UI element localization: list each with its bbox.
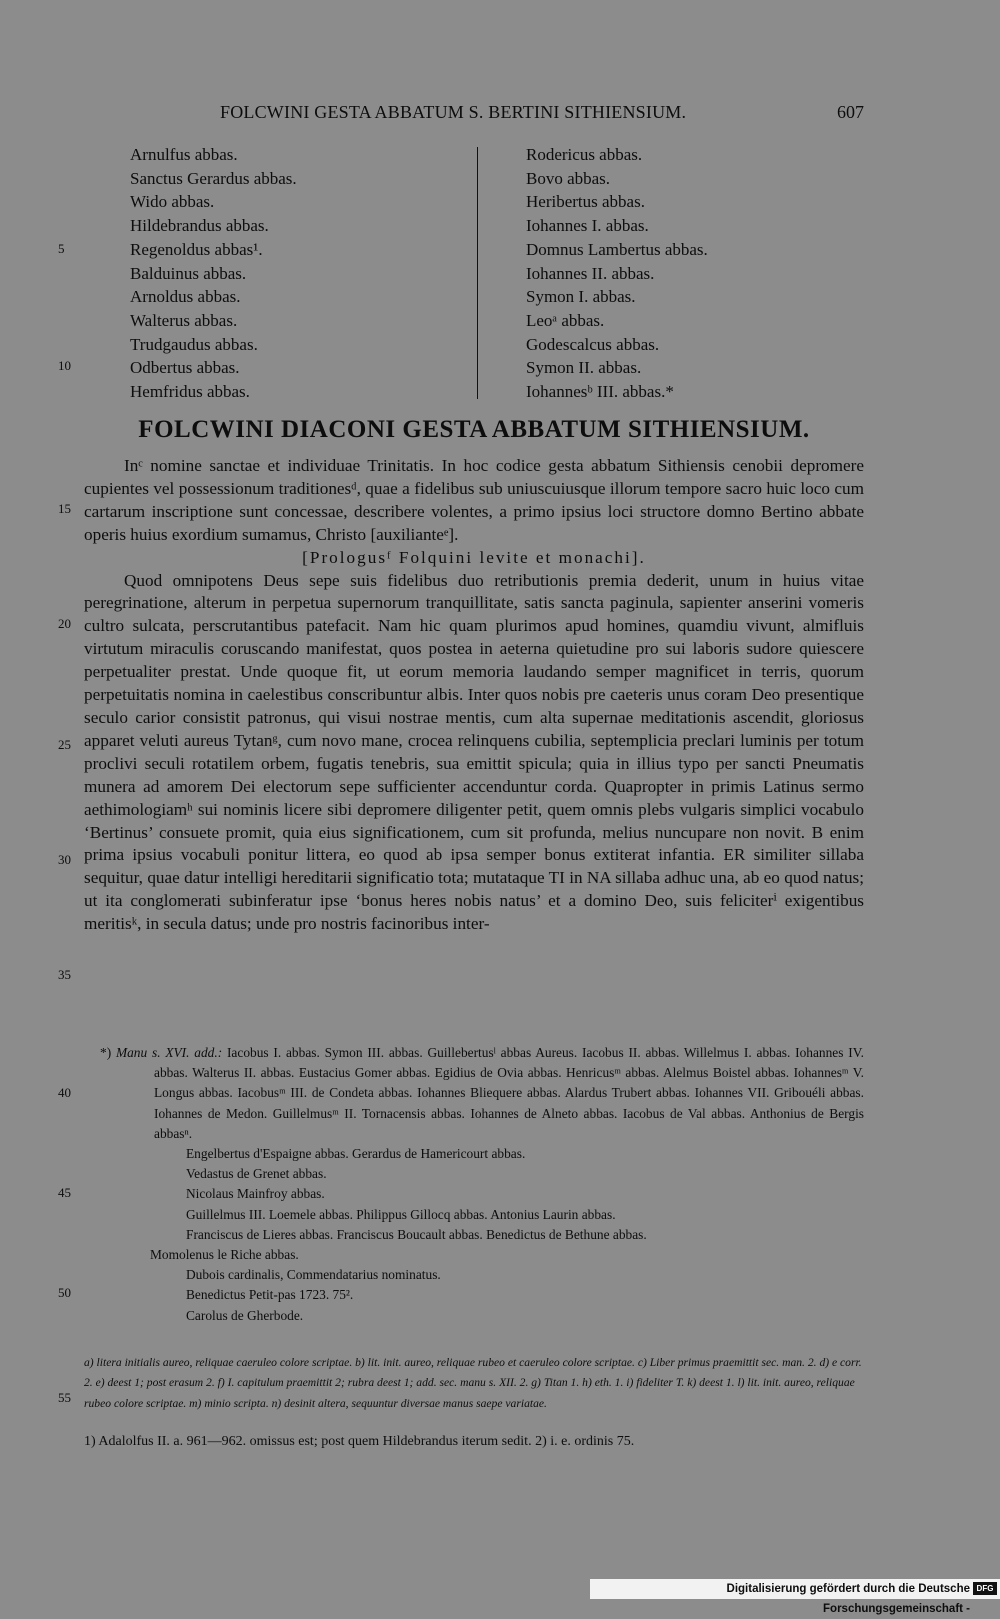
list-item: Sanctus Gerardus abbas.: [130, 168, 297, 188]
list-item: Trudgaudus abbas.: [130, 334, 258, 354]
footnote-line: Engelbertus d'Espaigne abbas. Gerardus de Hamericourt abbas.: [186, 1146, 526, 1162]
dfg-logo-icon: DFG: [973, 1582, 997, 1595]
list-item: Iohannes II. abbas.: [526, 263, 655, 283]
prologue-heading: [Prologusᶠ Folquini levite et monachi].: [302, 547, 646, 567]
footnote-text: Iacobus I. abbas. Symon III. abbas. Guillebertusˡ abbas Aureus. Iacobus II. abbas. Willelmus I. abbas. Iohannes IV. abbas. Walterus II. abbas. Eustacius Gomer abbas. Egidius de Ovia abbas. Henricusᵐ abbas. Alelmus Boistel abbas. Iohannesᵐ V. Longus abbas. Iacobusᵐ III. de Condeta abbas. Iohannes Bliequere abbas. Alardus Trubert abbas. Iohannes VII. Gribouéli abbas. Iohannes de Medon. Guillelmusᵐ II. Tornacensis abbas. Iohannes de Alneto abbas. Iacobus de Val abbas. Anthonius de Bergis abbasⁿ.: [154, 1045, 864, 1141]
footnote-marker: *): [100, 1045, 112, 1060]
list-item: Symon I. abbas.: [526, 287, 636, 307]
star-footnote: [84, 1043, 864, 1326]
list-item: Hildebrandus abbas.: [130, 216, 269, 236]
list-item: Rodericus abbas.: [526, 145, 643, 164]
critical-apparatus: a) litera initialis aureo, reliquae caeruleo colore scriptae. b) lit. init. aureo, reliquae rubeo et caeruleo colore scriptae. c) Liber primus praemittit sec. man. 2. d) e corr. 2. e) deest 1; post erasum 2. f) I. capitulum praemittit 2; rubra deest 1; add. sec. manu s. XII. 2. g) Titan 1. h) eth. 1. i) fideliter T. k) deest 1. l) lit. init. aureo, reliquae rubeo colore scriptae. m) minio scripta. n) desinit altera, sequuntur diversae manus saepe variatae.: [84, 1356, 862, 1410]
list-item: Odbertus abbas.: [130, 358, 240, 378]
list-item: Walterus abbas.: [130, 310, 238, 330]
main-text: [84, 455, 864, 936]
footnote-line: Benedictus Petit-pas 1723. 75².: [186, 1287, 354, 1303]
page-header: [84, 102, 864, 128]
list-item: Hemfridus abbas.: [130, 382, 250, 402]
section-title: FOLCWINI DIACONI GESTA ABBATUM SITHIENSIUM.: [138, 416, 810, 443]
list-item: Regenoldus abbas¹.: [130, 239, 263, 259]
footnote-line: Dubois cardinalis, Commendatarius nominatus.: [186, 1267, 441, 1283]
list-item: Arnoldus abbas.: [130, 287, 241, 307]
list-item: Balduinus abbas.: [130, 263, 247, 283]
abbot-list: [84, 143, 864, 405]
credit-text: Digitalisierung gefördert durch die Deutsche Forschungsgemeinschaft -: [726, 1583, 970, 1615]
abbot-list-left: [130, 143, 470, 404]
list-item: Heribertus abbas.: [526, 192, 645, 212]
footnote-line: Franciscus de Lieres abbas. Franciscus Boucault abbas. Benedictus de Bethune abbas.: [186, 1226, 647, 1242]
footnote-intro: Manu s. XVI. add.:: [115, 1045, 223, 1060]
line-number: 25: [58, 737, 71, 752]
line-number: 55: [58, 1390, 71, 1405]
line-number: 15: [58, 501, 71, 516]
line-number: 50: [58, 1285, 71, 1300]
column-divider: [477, 147, 478, 399]
page-number: 607: [837, 102, 864, 122]
list-item: Leoᵃ abbas.: [526, 310, 605, 330]
line-number: 35: [58, 967, 71, 982]
footnote-paragraph: [84, 1043, 864, 1144]
footnote-line: Nicolaus Mainfroy abbas.: [186, 1186, 325, 1202]
footnote-line: Guillelmus III. Loemele abbas. Philippus Gillocq abbas. Antonius Laurin abbas.: [186, 1206, 616, 1222]
list-item: Domnus Lambertus abbas.: [526, 239, 708, 259]
intro-paragraph: Inᶜ nomine sanctae et individuae Trinitatis. In hoc codice gesta abbatum Sithiensis cenobii depromere cupientes vel possessionum traditionesᵈ, quae a fidelibus sub uniuscuiusque illorum tempore sacro huic loco cum cartarum inscriptione sunt concessae, describere volentes, a primo ipsius loci structore domno Bertino abbate operis huius exordium sumamus, Christo [auxilianteᵉ].: [84, 456, 864, 544]
footnote-line: Momolenus le Riche abbas.: [150, 1247, 299, 1263]
line-number: 45: [58, 1185, 71, 1200]
list-item: Wido abbas.: [130, 192, 215, 212]
list-item: Arnulfus abbas.: [130, 145, 238, 164]
list-item: Godescalcus abbas.: [526, 334, 660, 354]
running-title: FOLCWINI GESTA ABBATUM S. BERTINI SITHIENSIUM.: [220, 102, 687, 122]
list-item: Iohannesᵇ III. abbas.*: [526, 382, 674, 402]
list-item: Symon II. abbas.: [526, 358, 642, 378]
list-item: Iohannes I. abbas.: [526, 216, 649, 236]
footnote-line: Carolus de Gherbode.: [186, 1307, 304, 1323]
abbot-list-right: [526, 143, 856, 404]
line-number: 30: [58, 852, 71, 867]
body-paragraph: Quod omnipotens Deus sepe suis fidelibus duo retributionis premia dederit, unum in huius vitae peregrinatione, alterum in perpetua supernorum tranquillitate, satis sancta paginula, sapienter anserini vomeris cultro sulcata, perscrutantibus patefacit. Nam hic quam plurimos apud homines, quamdiu vivunt, almifluis virtutum miraculis coruscando manifestat, quos postea in aeterna quietudine pro sui laboris sudore quiescere perpetualiter prestat. Unde quoque fit, ut eorum memoria laudando semper magnificet in terris, quorum perpetuitatis nomina in caelestibus conscribuntur albis. Inter quos nobis pre caeteris unus coram Deo presentique seculo carior consistit patronus, qui visui nostrae mentis, cum alta supernae meditationis ascendit, gloriosus apparet veluti aureus Tytanᵍ, cum novo mane, crocea relinquens cubilia, septemplicia preclari luminis per totum proclivi seculi rotatilem orbem, fugatis tenebris, sua emittit spicula; quia in illius typo per sancti Pneumatis munera ad amorem Dei electorum sepe sufficienter accenduntur corda. Quapropter in primis Latinus sermo aethimologiamʰ sui nominis licere sibi depromere diligenter petit, quem omnis plebs vulgaris simplici vocabulo ‘Bertinus’ consuete promit, quia eius significationem, cum sit profunda, melius nuncupare non novit. B enim prima ipsius vocabuli ponitur littera, eo quod ab ipsa semper bonus extiterat infantia. ER similiter sillaba sequitur, quae datur intelligi hereditarii significatio tota; mutataque TI in NA sillaba adhuc una, ab eo quod natus; ut ita conglomerati subinferatur ipse ‘bonus heres nobis natus’ et a domino Deo, suis feliciterⁱ exigentibus meritisᵏ, in secula datus; unde pro nostris facinoribus inter-: [84, 570, 864, 934]
line-number: 20: [58, 616, 71, 631]
line-number: 5: [58, 241, 65, 256]
list-item: Bovo abbas.: [526, 168, 611, 188]
digitization-credit: [590, 1579, 1000, 1615]
line-number: 10: [58, 358, 71, 373]
line-number: 40: [58, 1085, 71, 1100]
footnote-line: Vedastus de Grenet abbas.: [186, 1166, 327, 1182]
historical-notes: 1) Adalolfus II. a. 961—962. omissus est; post quem Hildebrandus iterum sedit. 2) i. e. ordinis 75.: [84, 1434, 635, 1449]
